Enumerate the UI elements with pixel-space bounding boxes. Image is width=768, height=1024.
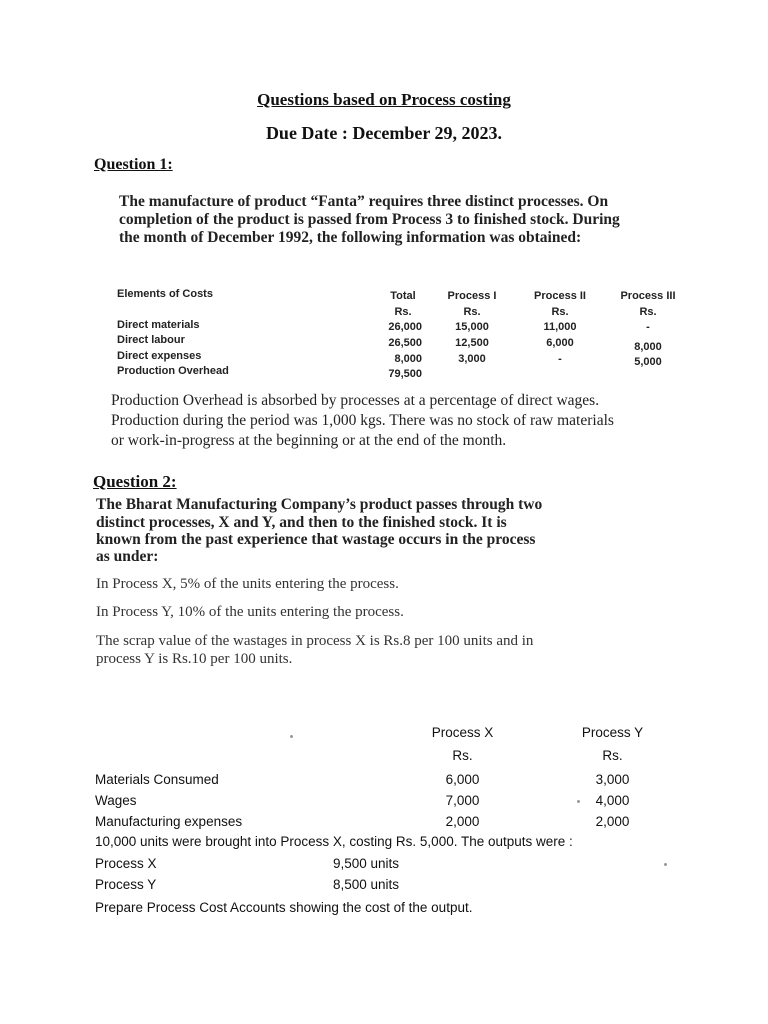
- scan-speck: [664, 863, 667, 866]
- table-row-label: Materials Consumed: [95, 772, 219, 787]
- table-cell: 3,000: [595, 772, 630, 787]
- scrap-line: The scrap value of the wastages in process X is Rs.8 per 100 units and in: [96, 633, 534, 649]
- table-cell: 5,000: [634, 356, 662, 368]
- note-line: Production during the period was 1,000 kgs. There was no stock of raw materials: [111, 412, 614, 429]
- page-title: Questions based on Process costing: [257, 90, 511, 109]
- table-cell: 11,000: [543, 321, 577, 333]
- column-header: Process I: [447, 290, 497, 302]
- table-cell: 6,000: [445, 772, 480, 787]
- column-header: Process Y: [581, 725, 644, 740]
- intro-line: The Bharat Manufacturing Company’s product passes through two: [96, 496, 543, 513]
- table-cell: 6,000: [546, 337, 574, 349]
- table-row-label: Direct labour: [117, 334, 185, 346]
- intro-line: distinct processes, X and Y, and then to the finished stock. It is: [96, 514, 507, 531]
- table-row-label: Direct materials: [117, 319, 200, 331]
- column-unit: Rs.: [452, 748, 473, 763]
- column-unit: Rs.: [394, 306, 412, 318]
- output-label: Process Y: [95, 877, 157, 892]
- instruction-text: Prepare Process Cost Accounts showing the cost of the output.: [95, 900, 473, 915]
- table-cell: 2,000: [595, 814, 630, 829]
- table-cell: 4,000: [595, 793, 630, 808]
- output-value: 8,500 units: [333, 877, 400, 892]
- table-cell: 8,000: [634, 341, 662, 353]
- intro-line: the month of December 1992, the following information was obtained:: [119, 229, 582, 246]
- intro-line: completion of the product is passed from Process 3 to finished stock. During: [119, 211, 620, 228]
- table-cell: 8,000: [394, 353, 422, 365]
- table-cell: 12,500: [455, 337, 489, 349]
- table-row-label: Wages: [95, 793, 137, 808]
- question-2-heading: Question 2:: [93, 472, 177, 491]
- table-row-label: Manufacturing expenses: [95, 814, 243, 829]
- column-unit: Rs.: [551, 306, 569, 318]
- column-unit: Rs.: [463, 306, 481, 318]
- intro-line: known from the past experience that wastage occurs in the process: [96, 531, 536, 548]
- table-cell: 79,500: [388, 368, 422, 380]
- table-cell: 3,000: [458, 353, 486, 365]
- note-line: or work-in-progress at the beginning or at the end of the month.: [111, 432, 507, 449]
- intro-line: as under:: [96, 548, 159, 565]
- wastage-x-text: In Process X, 5% of the units entering the process.: [96, 576, 399, 592]
- column-header: Process X: [431, 725, 494, 740]
- scrap-line: process Y is Rs.10 per 100 units.: [96, 651, 293, 667]
- table-row-label: Production Overhead: [117, 365, 229, 377]
- column-header: Process III: [620, 290, 676, 302]
- column-header: Process II: [534, 290, 586, 302]
- table-cell: -: [558, 353, 562, 365]
- units-statement: 10,000 units were brought into Process X, costing Rs. 5,000. The outputs were :: [95, 834, 573, 849]
- table-cell: -: [646, 321, 650, 333]
- table-cell: 2,000: [445, 814, 480, 829]
- intro-line: The manufacture of product “Fanta” requires three distinct processes. On: [119, 193, 609, 210]
- table-cell: 26,000: [388, 321, 422, 333]
- question-1-heading: Question 1:: [94, 156, 173, 173]
- column-header: Total: [390, 290, 416, 302]
- table-cell: 26,500: [388, 337, 422, 349]
- output-label: Process X: [95, 856, 157, 871]
- table-cell: 15,000: [455, 321, 489, 333]
- column-unit: Rs.: [602, 748, 623, 763]
- due-date: Due Date : December 29, 2023.: [265, 123, 503, 143]
- table-row-header: Elements of Costs: [117, 288, 213, 300]
- table-row-label: Direct expenses: [117, 350, 202, 362]
- scan-speck: [290, 735, 293, 738]
- output-value: 9,500 units: [333, 856, 400, 871]
- table-cell: 7,000: [445, 793, 480, 808]
- column-unit: Rs.: [639, 306, 657, 318]
- wastage-y-text: In Process Y, 10% of the units entering the process.: [96, 604, 404, 620]
- note-line: Production Overhead is absorbed by processes at a percentage of direct wages.: [111, 392, 600, 409]
